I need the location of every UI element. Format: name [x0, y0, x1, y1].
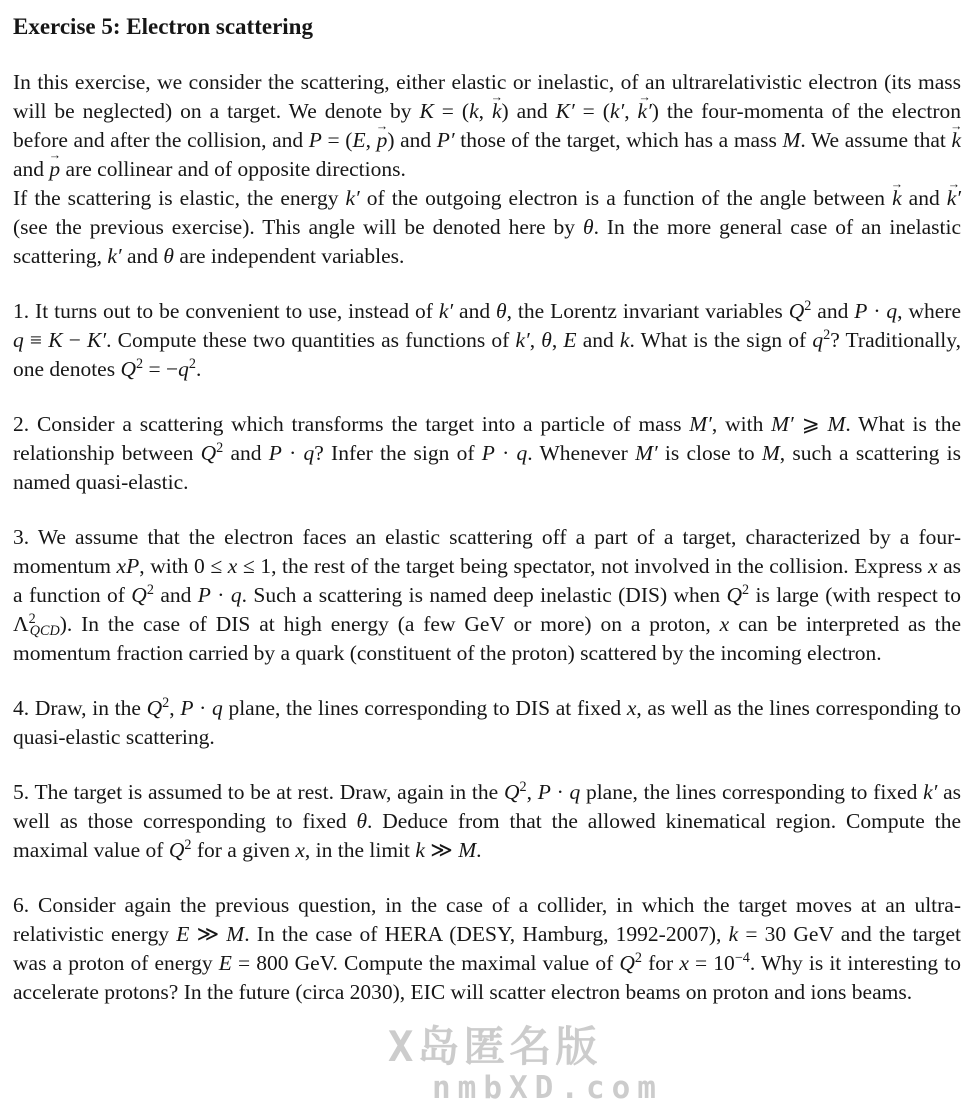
math-run: x: [719, 612, 730, 636]
text-run: ≤ 1, the rest of the target being spectator, not involved in the collision. Express: [237, 554, 928, 578]
text-run: . Deduce from that the allowed kinematical region. Compute the maximal value of: [13, 809, 961, 862]
math-run: k: [469, 99, 479, 123]
text-run: 2. Consider a scattering which transforms the target into a particle of mass: [13, 412, 690, 436]
math-run: θ: [541, 328, 552, 352]
text-run: can be interpreted as the momentum fraction carried by a quark (constituent of the proton) scattered by the incoming electron.: [13, 612, 962, 665]
math-run: q: [516, 441, 528, 465]
math-run: xP: [116, 554, 140, 578]
math-run: k: [415, 838, 425, 862]
math-run: P: [197, 583, 211, 607]
text-run: , in the limit: [304, 838, 416, 862]
math-run: k: [728, 922, 739, 946]
text-run: , such a scattering is named quasi-elastic.: [13, 441, 961, 494]
text-run: ·: [281, 441, 304, 465]
math-run: M: [827, 412, 846, 436]
math-run: E: [563, 328, 577, 352]
watermark-site-name: X岛匿名版: [388, 1022, 602, 1071]
text-run: ·: [550, 780, 570, 804]
math-run: k: [619, 328, 630, 352]
text-run: 6. Consider again the previous question, in the case of a collider, in which the target moves at an ultra-relativistic energy: [13, 893, 961, 946]
paragraph-intro-2: [13, 184, 961, 271]
math-run: K: [48, 328, 63, 352]
math-run: Q: [619, 951, 635, 975]
math-run: Q: [200, 441, 217, 465]
math-run: q: [13, 328, 24, 352]
text-run: = (: [574, 99, 610, 123]
math-run: M′: [771, 412, 794, 436]
math-run: q: [212, 696, 223, 720]
math-run: 2: [162, 695, 170, 712]
math-run: x: [626, 696, 637, 720]
text-run: . What is the sign of: [629, 328, 813, 352]
math-run: → p: [377, 128, 388, 152]
text-run: ≡: [23, 328, 49, 352]
math-run: k′: [609, 99, 625, 123]
text-run: and: [901, 186, 947, 210]
text-run: , with: [711, 412, 772, 436]
text-run: ) and: [501, 99, 556, 123]
math-run: 2: [136, 356, 144, 373]
text-run: , as well as the lines corresponding to quasi-elastic scattering.: [13, 696, 961, 749]
text-run: plane, the lines corresponding to DIS at fixed: [222, 696, 627, 720]
math-run: Q: [131, 583, 147, 607]
text-run: ? Infer the sign of: [314, 441, 482, 465]
math-run: θ: [583, 215, 594, 239]
text-run: . What is the relationship between: [13, 412, 961, 465]
math-run: K′: [555, 99, 575, 123]
text-run: = (: [321, 128, 353, 152]
text-run: and: [223, 441, 269, 465]
math-run: θ: [163, 244, 174, 268]
math-run: M′: [689, 412, 712, 436]
math-run: Q: [168, 838, 185, 862]
math-run: 2: [634, 950, 642, 967]
text-run: plane, the lines corresponding to fixed: [580, 780, 924, 804]
watermark-domain: nmbXD.com: [432, 1070, 663, 1106]
text-run: In this exercise, we consider the scattering, either elastic or inelastic, of an ultrarelativistic electron (its mass will be neglected) on a target. We denote by: [13, 70, 961, 123]
math-run: E: [218, 951, 232, 975]
text-run: and: [153, 583, 198, 607]
math-run: P: [481, 441, 495, 465]
question-item-4: [13, 694, 961, 752]
math-run: → p: [49, 157, 60, 181]
math-run: 2: [146, 582, 154, 599]
math-run: Q: [726, 583, 743, 607]
math-run: E: [176, 922, 190, 946]
text-run: = −: [143, 357, 179, 381]
question-item-5: [13, 778, 961, 865]
math-run: q: [569, 780, 581, 804]
text-run: for a given: [191, 838, 296, 862]
text-run: is close to: [657, 441, 762, 465]
text-run: ,: [169, 696, 181, 720]
text-run: ). In the case of DIS at high energy (a few GeV or more) on a proton,: [59, 612, 720, 636]
text-run: ,: [624, 99, 638, 123]
text-run: If the scattering is elastic, the energy: [13, 186, 346, 210]
math-run: → k: [951, 128, 961, 152]
text-run: , where: [897, 299, 961, 323]
text-run: = (: [433, 99, 470, 123]
text-run: ,: [526, 780, 538, 804]
text-run: are collinear and of opposite directions.: [60, 157, 406, 181]
math-run: θ: [356, 809, 368, 833]
text-run: those of the target, which has a mass: [454, 128, 783, 152]
text-run: 4. Draw, in the: [13, 696, 147, 720]
text-run: .: [476, 838, 482, 862]
text-run: . Whenever: [527, 441, 636, 465]
text-run: and: [576, 328, 620, 352]
math-run: → k: [892, 186, 902, 210]
math-run: q: [230, 583, 242, 607]
math-run: k′: [515, 328, 530, 352]
text-run: ≫: [189, 922, 227, 946]
text-run: as a function of: [13, 554, 962, 607]
text-run: is large (with respect to Λ: [13, 583, 961, 636]
math-run: E: [352, 128, 366, 152]
text-run: of the outgoing electron is a function of the angle between: [359, 186, 893, 210]
text-run: = 30 GeV and the target was a proton of energy: [13, 922, 961, 975]
question-item-3: [13, 523, 961, 668]
text-run: ,: [478, 99, 492, 123]
math-run: Q: [146, 696, 163, 720]
math-run: x: [927, 554, 938, 578]
text-run: and: [121, 244, 164, 268]
text-run: , the Lorentz invariant variables: [506, 299, 789, 323]
math-run: QCD: [29, 623, 60, 640]
text-run: .: [195, 357, 202, 381]
math-run: P: [180, 696, 194, 720]
text-run: . Compute these two quantities as functions of: [106, 328, 516, 352]
text-run: and: [13, 157, 50, 181]
math-run: Q: [120, 357, 136, 381]
math-run: x: [295, 838, 305, 862]
math-run: 2: [184, 837, 192, 854]
math-run: k′: [438, 299, 454, 323]
math-run: 2: [28, 611, 36, 628]
text-run: and: [453, 299, 497, 323]
paragraph-intro-1: [13, 68, 961, 184]
question-item-1: [13, 297, 961, 384]
math-run: x: [227, 554, 238, 578]
text-run: . Such a scattering is named deep inelastic (DIS) when: [241, 583, 727, 607]
text-run: ? Traditionally, one denotes: [13, 328, 962, 381]
text-run: ·: [210, 583, 231, 607]
math-run: M: [761, 441, 780, 465]
math-run: M′: [635, 441, 658, 465]
math-run: 2: [188, 356, 196, 373]
text-run: ≫: [424, 838, 459, 862]
text-run: ,: [551, 328, 564, 352]
math-run: q: [886, 299, 898, 323]
math-run: 2: [823, 327, 831, 344]
watermark: [388, 1024, 663, 1105]
math-run: −4: [734, 950, 750, 967]
text-run: 1. It turns out to be convenient to use, instead of: [13, 299, 439, 323]
text-run: (see the previous exercise). This angle will be denoted here by: [13, 215, 584, 239]
text-run: , with 0 ≤: [139, 554, 228, 578]
math-run: k′: [345, 186, 360, 210]
text-run: ·: [193, 696, 212, 720]
text-run: ·: [494, 441, 517, 465]
math-run: P: [854, 299, 868, 323]
math-run: → k′: [947, 186, 961, 210]
math-run: → k′: [638, 99, 652, 123]
text-run: . In the case of HERA (DESY, Hamburg, 1992-2007),: [244, 922, 729, 946]
text-run: . In the more general case of an inelastic scattering,: [13, 215, 961, 268]
text-run: ,: [365, 128, 377, 152]
math-run: P: [537, 780, 551, 804]
math-run: q: [178, 357, 189, 381]
text-run: . Why is it interesting to accelerate protons? In the future (circa 2030), EIC will scatter electron beams on proton and ions beams.: [13, 951, 961, 1004]
text-run: are independent variables.: [173, 244, 405, 268]
math-run: M: [782, 128, 801, 152]
text-run: = 800 GeV. Compute the maximal value of: [231, 951, 620, 975]
math-run: θ: [496, 299, 507, 323]
math-run: K: [419, 99, 434, 123]
math-run: x: [679, 951, 689, 975]
math-run: Q: [503, 780, 520, 804]
question-item-6: [13, 891, 961, 1007]
math-run: k′: [107, 244, 122, 268]
math-run: 2: [519, 779, 527, 796]
math-run: P: [308, 128, 322, 152]
math-run: 2: [804, 298, 812, 315]
math-run: q: [303, 441, 315, 465]
text-run: −: [62, 328, 88, 352]
question-item-2: [13, 410, 961, 497]
exercise-title: Exercise 5: Electron scattering: [13, 14, 313, 39]
text-run: ,: [529, 328, 542, 352]
text-run: ·: [867, 299, 887, 323]
text-run: and: [811, 299, 855, 323]
text-run: = 10: [688, 951, 735, 975]
math-run: M: [458, 838, 477, 862]
math-run: P′: [436, 128, 455, 152]
text-run: for: [641, 951, 680, 975]
math-run: 2: [216, 440, 224, 457]
math-run: K′: [87, 328, 107, 352]
math-run: 2: [742, 582, 750, 599]
text-run: 5. The target is assumed to be at rest. Draw, again in the: [13, 780, 504, 804]
text-run: . We assume that: [800, 128, 952, 152]
text-run: ⩾: [793, 412, 828, 436]
math-run: Q: [788, 299, 805, 323]
text-run: as well as those corresponding to fixed: [13, 780, 961, 833]
text-run: ) the four-momenta of the electron before and after the collision, and: [13, 99, 962, 152]
math-run: → k: [492, 99, 502, 123]
text-run: ) and: [387, 128, 437, 152]
math-run: q: [812, 328, 824, 352]
text-run: 3. We assume that the electron faces an elastic scattering off a part of a target, characterized by a four-momentum: [13, 525, 961, 578]
math-run: P: [268, 441, 282, 465]
math-run: k′: [923, 780, 938, 804]
math-run: M: [226, 922, 245, 946]
